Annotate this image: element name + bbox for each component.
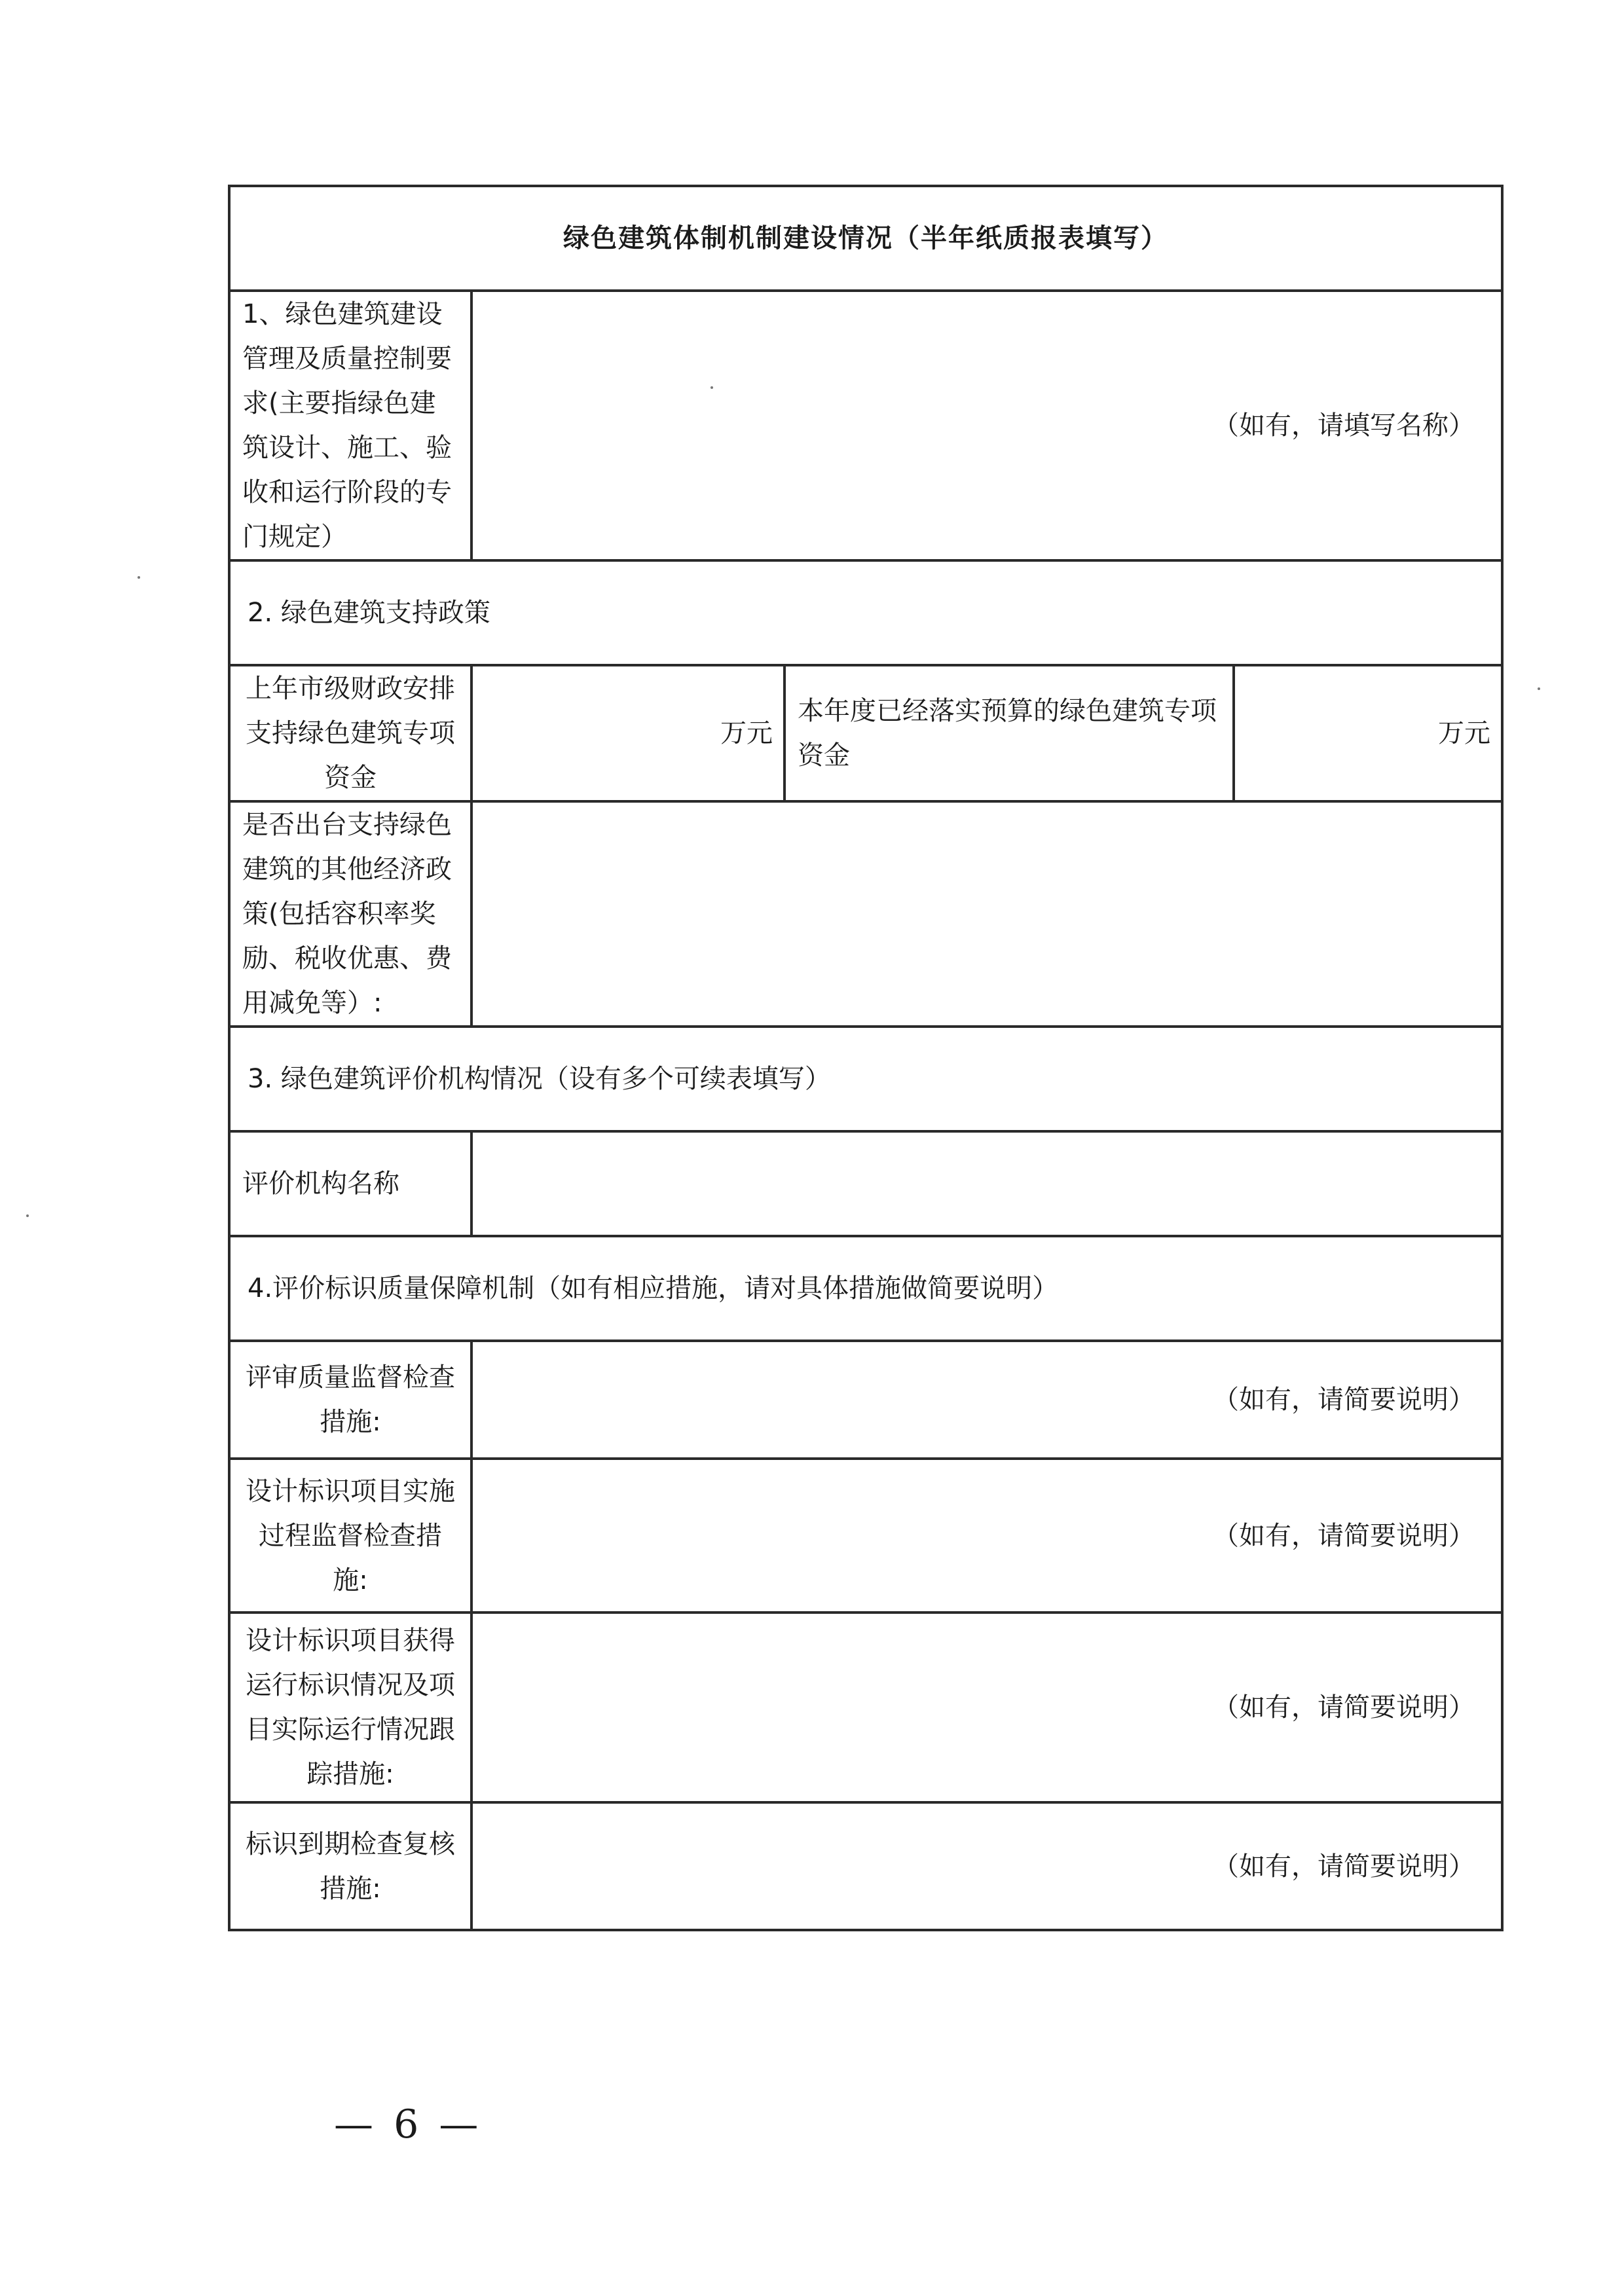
other-policy-field[interactable]	[471, 801, 1502, 1027]
review-supervision-note: （如有，请简要说明）	[1213, 1385, 1475, 1415]
this-year-funding-field[interactable]	[1234, 665, 1502, 801]
quality-mechanism-heading: 4.评价标识质量保障机制（如有相应措施，请对具体措施做简要说明）	[229, 1236, 1502, 1341]
expiry-review-field[interactable]	[471, 1802, 1502, 1930]
last-year-funding-field[interactable]	[471, 665, 784, 801]
form-title: 绿色建筑体制机制建设情况（半年纸质报表填写）	[229, 186, 1502, 291]
org-name-label: 评价机构名称	[229, 1131, 471, 1236]
support-policy-heading: 2. 绿色建筑支持政策	[229, 560, 1502, 665]
other-policy-label: 是否出台支持绿色建筑的其他经济政策(包括容积率奖励、税收优惠、费用减免等）:	[229, 801, 471, 1027]
last-year-funding-label: 上年市级财政安排支持绿色建筑专项资金	[229, 665, 471, 801]
operation-tracking-label: 设计标识项目获得运行标识情况及项目实际运行情况跟踪措施:	[229, 1613, 471, 1802]
management-requirements-label: 1、绿色建筑建设管理及质量控制要求(主要指绿色建筑设计、施工、验收和运行阶段的专门规定）	[229, 291, 471, 560]
operation-tracking-field[interactable]	[471, 1613, 1502, 1802]
review-supervision-field[interactable]	[471, 1341, 1502, 1459]
process-supervision-field[interactable]	[471, 1459, 1502, 1613]
page-number: — 6 —	[334, 2102, 483, 2147]
green-building-form	[228, 185, 1504, 1931]
this-year-funding-label: 本年度已经落实预算的绿色建筑专项资金	[784, 665, 1234, 801]
scan-speck	[26, 1214, 29, 1217]
last-year-funding-unit: 万元	[720, 718, 773, 748]
scan-speck	[138, 576, 140, 579]
this-year-funding-unit: 万元	[1438, 718, 1490, 748]
process-supervision-label: 设计标识项目实施过程监督检查措施:	[229, 1459, 471, 1613]
operation-tracking-note: （如有，请简要说明）	[1213, 1692, 1475, 1722]
management-requirements-field[interactable]	[471, 291, 1502, 560]
expiry-review-label: 标识到期检查复核措施:	[229, 1802, 471, 1930]
management-requirements-note: （如有，请填写名称）	[1213, 410, 1475, 441]
org-name-field[interactable]	[471, 1131, 1502, 1236]
expiry-review-note: （如有，请简要说明）	[1213, 1851, 1475, 1882]
scan-speck	[1538, 687, 1540, 690]
process-supervision-note: （如有，请简要说明）	[1213, 1520, 1475, 1551]
evaluation-org-heading: 3. 绿色建筑评价机构情况（设有多个可续表填写）	[229, 1027, 1502, 1131]
scan-speck	[710, 386, 713, 389]
review-supervision-label: 评审质量监督检查措施:	[229, 1341, 471, 1459]
